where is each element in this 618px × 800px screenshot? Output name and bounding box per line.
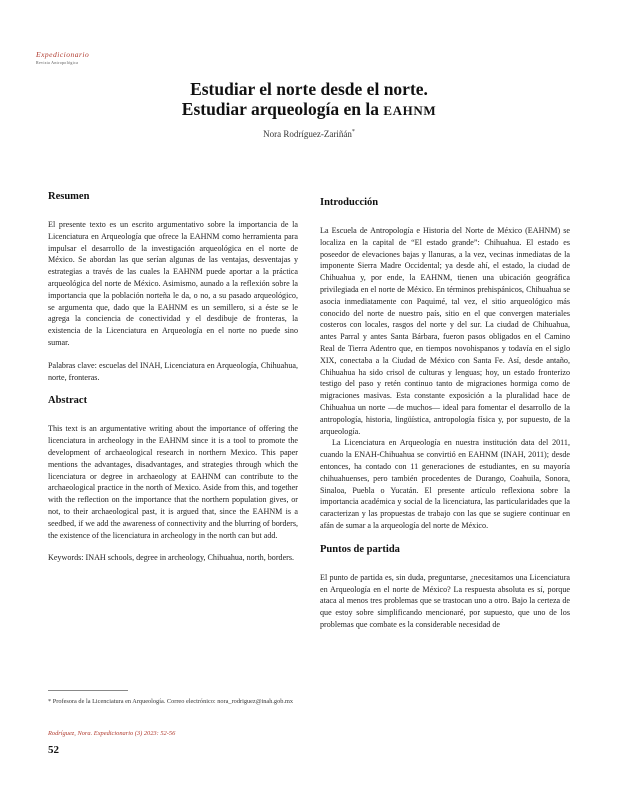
abstract-heading: Abstract bbox=[48, 395, 88, 407]
footnote-rule bbox=[48, 690, 128, 691]
intro-paragraph-1: La Escuela de Antropología e Historia del Norte de México (EAHNM) se localiza en la capital de “El estado grande”: Chihuahua. El estado es poseedor de elevaciones bajas y llanuras, a la vez, vecinas inmediatas de la imponente Sierra Madre Occidental; ya desde ahí, el estado, la ciudad de Chihuahua y, por ende, la EAHNM, tienen una ubicación geográfica privilegiada en el norte de México. En términos prehispánicos, Chihuahua se asocia inmediatamente con Paquimé, tal vez, el sitio arqueológico más conocido del norte de nuestro país, sitio en el que convergen materiales costeros con locales, rasgos del norte y del sur. La ciudad de Chihuahua, antes Parral y antes Santa Bárbara, fueron pasos obligados en el Camino Real de Tierra Adentro que, en tiempos novohispanos y todavía en el siglo XIX, conectaba a la Ciudad de México con Santa Fe. Así, desde antaño, Chihuahua ha sido crisol de culturas y lenguas; hoy, un estado fronterizo testigo del paso y retén continuo tanto de migraciones hormiga como de migraciones masivas. Esta constante exposición a la pluralidad hace de Chihuahua un norte —de muchos— ideal para fomentar el desarrollo de la antropología, historia, lingüística, antropología física y, por supuesto, de la arqueología. bbox=[320, 226, 570, 436]
introduccion-heading: Introducción bbox=[320, 197, 379, 208]
resumen-heading: Resumen bbox=[48, 191, 90, 202]
intro-paragraph-2: La Licenciatura en Arqueología en nuestra institución data del 2011, cuando la ENAH-Chihuahua se convirtió en EAHNM (INAH, 2011); desde entonces, ha contado con 11 generaciones de estudiantes, en su mayoría chihuahuenses, pero también procedentes de Durango, Coahuila, Sonora, Sinaloa, Puebla o Yucatán. El presente artículo reflexiona sobre la importancia académica y social de la licenciatura, las particularidades que la caracterizan y las propuestas de trabajo con las que se sugiere continuar en afán de sumar a la arqueología del norte de México. bbox=[320, 438, 570, 530]
right-column bbox=[320, 196, 570, 631]
footnote: * Profesora de la Licenciatura en Arqueología. Correo electrónico: nora_rodriguez@inah.gob.mx bbox=[48, 698, 293, 705]
resumen-text: El presente texto es un escrito argumentativo sobre la importancia de la Licenciatura en Arqueología que ofrece la EAHNM como herramienta para impulsar el desarrollo de la investigación arqueológica en el norte de México. Se abordan las que serían algunas de las ventajas, desventajas y estrategias a través de las cuales la EAHNM puede aportar a la práctica arqueológica del norte de México. Asimismo, aunado a la reflexión sobre la importancia que la población norteña le da, o no, a su pasado arqueológico, se argumenta que, dado que la EAHNM es un semillero, si a éste se le agrega la conciencia de conectividad y el desdibuje de fronteras, la existencia de la Licenciatura en Arqueología en el norte no puede sino sumar. bbox=[48, 220, 298, 347]
palabras-clave: Palabras clave: escuelas del INAH, Licenciatura en Arqueología, Chihuahua, norte, fronteras. bbox=[48, 360, 298, 382]
puntos-heading: Puntos de partida bbox=[320, 543, 400, 555]
abstract-text: This text is an argumentative writing about the importance of offering the licenciatura in archeology in the EAHNM since it is a tool to promote the development of archaeological research in northern Mexico. This paper mentions the advantages, disadvantages, and strategies through which the licenciatura or degree in archaeology at EAHNM can contribute to the archaeological practice in the north of Mexico. Aside from this, and together with the reflection on the importance that the northern population gives, or not, to their archaeological past, it is argued that, since the EAHNM is a seedbed, if we add the awareness of connectivity and the blurring of borders, the existence of the licenciatura in archeology in the north can but add. bbox=[48, 424, 298, 540]
title-line-2 bbox=[0, 99, 618, 121]
title-abbr: EAHNM bbox=[383, 103, 437, 118]
author-name: Nora Rodríguez-Zariñán bbox=[263, 129, 352, 139]
title-line-1: Estudiar el norte desde el norte. bbox=[190, 79, 428, 99]
puntos-text: El punto de partida es, sin duda, preguntarse, ¿necesitamos una Licenciatura en Arqueología en el norte de México? La respuesta absoluta es sí, porque ataca al menos tres problemas que se trastocan uno a otro. Bajo la certeza de que estoy sobre simplificando mencionaré, por supuesto, que uno de los problemas que combate es la considerable necesidad de bbox=[320, 572, 570, 629]
author-line bbox=[0, 129, 618, 139]
article-title bbox=[0, 79, 618, 121]
page-number: 52 bbox=[48, 744, 59, 756]
left-column bbox=[48, 190, 298, 564]
keywords: Keywords: INAH schools, degree in archeology, Chihuahua, north, borders. bbox=[48, 553, 295, 563]
journal-logo bbox=[36, 50, 106, 65]
logo-name: Expedicionario bbox=[36, 50, 90, 59]
citation: Rodríguez, Nora. Expedicionario (3) 2023: 52-56 bbox=[48, 730, 176, 737]
title-line-2-text: Estudiar arqueología en la bbox=[181, 99, 384, 119]
logo-subtitle: Revista Antropológica bbox=[36, 60, 79, 65]
author-footnote-mark: * bbox=[351, 129, 355, 135]
